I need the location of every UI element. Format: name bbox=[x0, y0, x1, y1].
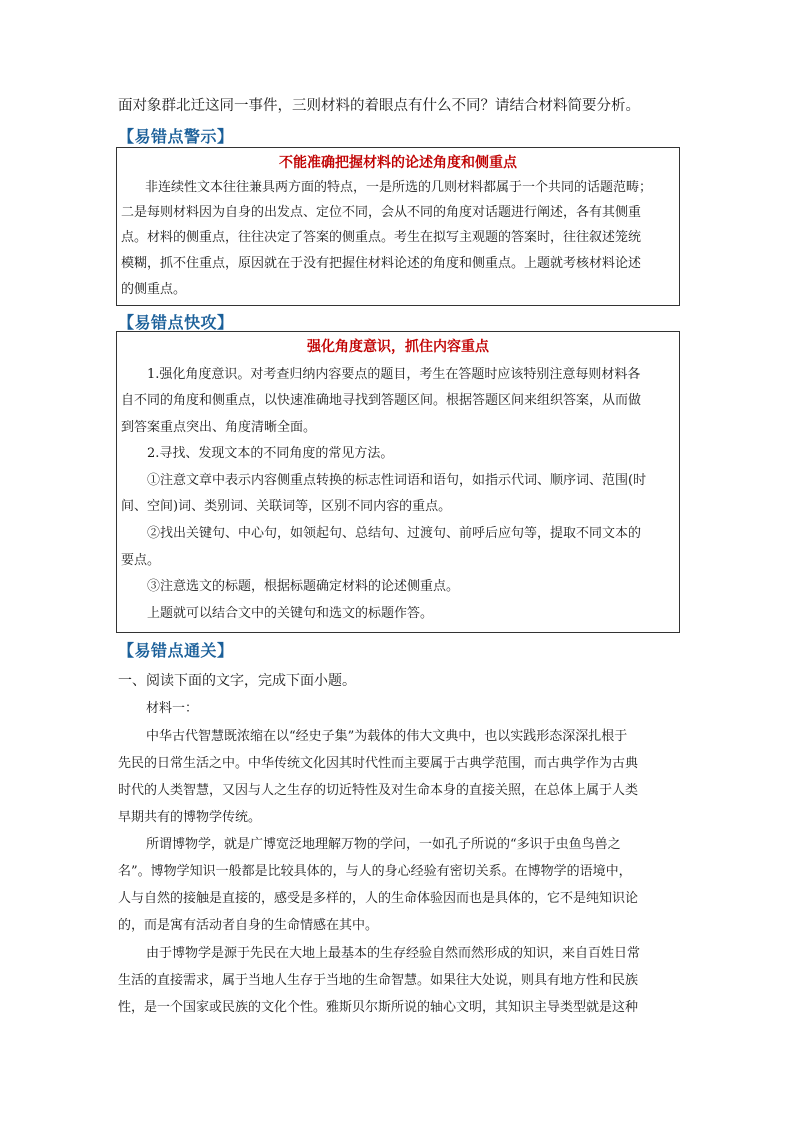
warning-line: 模糊，抓不住重点，原因就在于没有把握住材料论述的角度和侧重点。上题就考核材料论述 bbox=[121, 256, 642, 271]
paragraph-line: 先民的日常生活之中。中华传统文化因其时代性而主要属于古典学范围，而古典学作为古典 bbox=[118, 756, 639, 771]
warning-heading: 【易错点警示】 bbox=[118, 127, 234, 146]
warning-box bbox=[116, 147, 680, 306]
warning-line: 二是每则材料因为自身的出发点、定位不同，会从不同的角度对话题进行阐述，各有其侧重 bbox=[121, 205, 642, 220]
paragraph-line: 生活的直接需求，属于当地人生存于当地的生命智慧。如果往大处说，则具有地方性和民族 bbox=[118, 973, 639, 988]
paragraph-line: 早期共有的博物学传统。 bbox=[118, 810, 262, 825]
paragraph-line: 名”。博物学知识一般都是比较具体的，与人的身心经验有密切关系。在博物学的语境中， bbox=[118, 864, 632, 879]
pass-instruction: 一、阅读下面的文字，完成下面小题。 bbox=[118, 673, 356, 689]
quick-line: ②找出关键句、中心句，如领起句、总结句、过渡句、前呼后应句等，提取不同文本的 bbox=[147, 526, 642, 541]
quick-line: 到答案重点突出、角度清晰全面。 bbox=[121, 420, 317, 435]
paragraph-line: 性，是一个国家或民族的文化个性。雅斯贝尔斯所说的轴心文明，其知识主导类型就是这种 bbox=[118, 1000, 639, 1015]
quick-line: 自不同的角度和侧重点，以快速准确地寻找到答题区间。根据答题区间来组织答案，从而做 bbox=[121, 393, 642, 408]
paragraph-line: 由于博物学是源于先民在大地上最基本的生存经验自然而然形成的知识，来自百姓日常 bbox=[146, 946, 641, 961]
quick-line: 要点。 bbox=[121, 553, 161, 568]
warning-line: 点。材料的侧重点，往往决定了答案的侧重点。考生在拟写主观题的答案时，往往叙述笼统 bbox=[121, 230, 642, 245]
paragraph-line: 时代的人类智慧，又因与人之生存的切近特性及对生命本身的直接关照，在总体上属于人类 bbox=[118, 783, 639, 798]
question-text: 面对象群北迁这同一事件，三则材料的着眼点有什么不同？请结合材料简要分析。 bbox=[118, 98, 640, 114]
quick-line: 上题就可以结合文中的关键句和选文的标题作答。 bbox=[147, 606, 434, 621]
quick-line: ①注意文章中表示内容侧重点转换的标志性词语和语句，如指示代词、顺序词、范围(时 bbox=[147, 473, 647, 488]
paragraph-line: 人与自然的接触是直接的，感受是多样的，人的生命体验因而也是具体的，它不是纯知识论 bbox=[118, 891, 639, 906]
paragraph-line: 的，而是寓有活动者自身的生命情感在其中。 bbox=[118, 918, 379, 933]
paragraph-line: 中华古代智慧既浓缩在以“经史子集”为载体的伟大文典中，也以实践形态深深扎根于 bbox=[146, 729, 628, 744]
material-label: 材料一： bbox=[146, 701, 199, 716]
quick-line: 2.寻找、发现文本的不同角度的常见方法。 bbox=[147, 446, 394, 461]
quick-box bbox=[116, 331, 680, 633]
pass-heading: 【易错点通关】 bbox=[118, 641, 234, 660]
warning-line: 非连续性文本往往兼具两方面的特点，一是所选的几则材料都属于一个共同的话题范畴； bbox=[145, 180, 653, 195]
quick-line: 间、空间)词、类别词、关联词等，区别不同内容的重点。 bbox=[121, 499, 452, 514]
warning-box-title: 不能准确把握材料的论述角度和侧重点 bbox=[279, 155, 517, 171]
quick-heading: 【易错点快攻】 bbox=[118, 313, 234, 332]
warning-line: 的侧重点。 bbox=[121, 282, 187, 297]
quick-line: 1.强化角度意识。对考查归纳内容要点的题目，考生在答题时应该特别注意每则材料各 bbox=[147, 367, 641, 382]
quick-line: ③注意选文的标题，根据标题确定材料的论述侧重点。 bbox=[147, 579, 460, 594]
paragraph-line: 所谓博物学，就是广博宽泛地理解万物的学问，一如孔子所说的“多识于虫鱼鸟兽之 bbox=[146, 837, 621, 852]
quick-box-title: 强化角度意识，抓住内容重点 bbox=[307, 339, 489, 355]
